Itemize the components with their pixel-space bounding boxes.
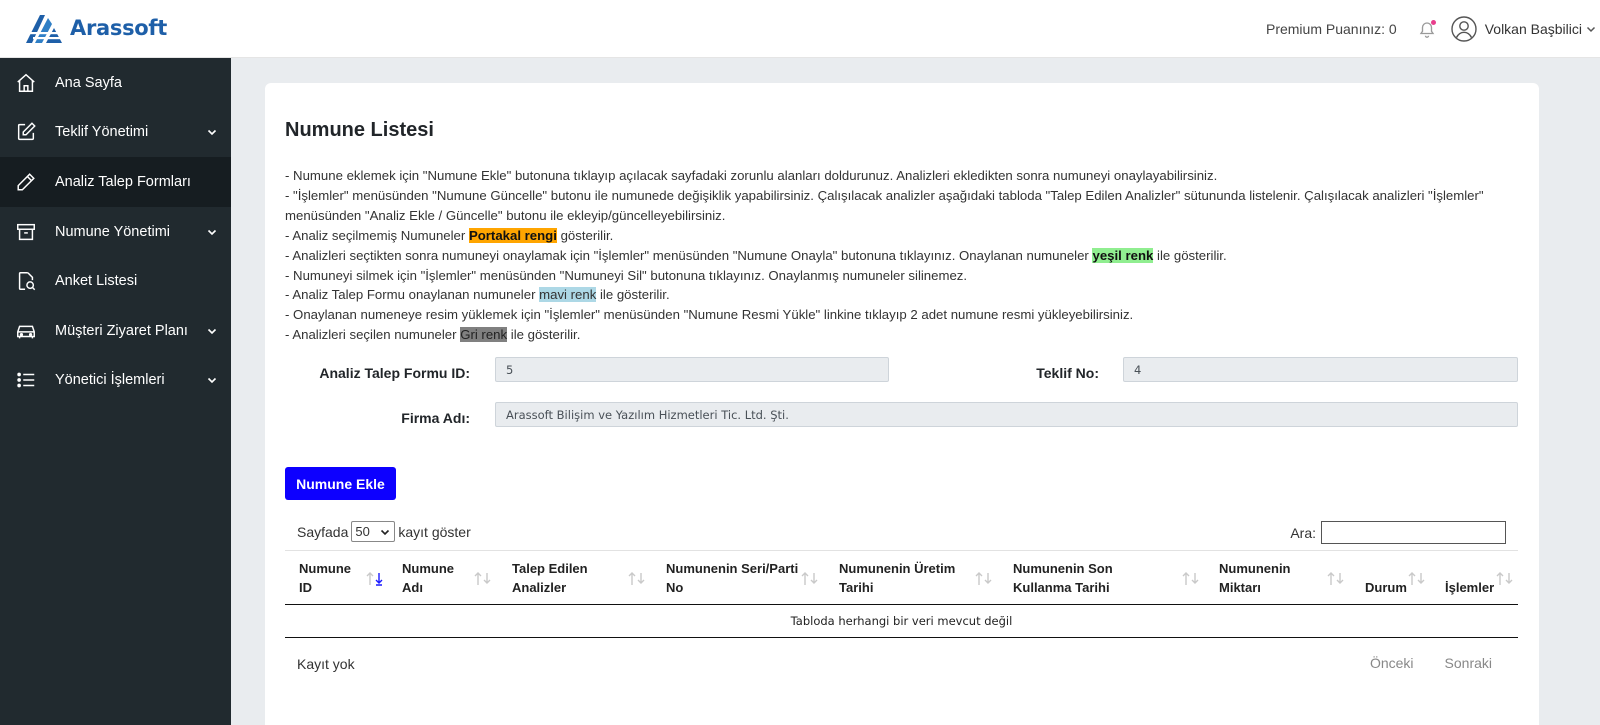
sort-icon[interactable] xyxy=(1326,569,1346,587)
firma-adi-label: Firma Adı: xyxy=(401,410,470,426)
sort-desc-icon[interactable] xyxy=(365,569,385,587)
user-name[interactable]: Volkan Başbilici xyxy=(1484,21,1582,37)
instruction-line: - Numune eklemek için "Numune Ekle" butonuna tıklayıp açılacak sayfadaki zorunlu alanları doldurunuz. Analizleri ekledikten sonra numuneyi onaylayabilirsiniz. xyxy=(285,168,1218,183)
chevron-down-icon[interactable] xyxy=(207,127,217,137)
search-input[interactable] xyxy=(1321,521,1506,544)
orange-highlight: Portakal rengi xyxy=(468,227,557,243)
col-durum[interactable]: Durum xyxy=(1365,580,1407,595)
instruction-line: - "İşlemler" menüsünden "Numune Güncelle" butonu ile numunede değişiklik yapabilirsiniz. Çalışılacak analizler aşağıdaki tabloda "Talep Edilen Analizler" sütununda listelenir. Çalışılacak analizleri "İşlemler" menüsünden "Analiz Ekle / Güncelle" butonu ile ekleyip/güncelleyebilirsiniz. xyxy=(285,187,1484,223)
previous-button[interactable]: Önceki xyxy=(1369,655,1414,671)
sidebar-item-label: Teklif Yönetimi xyxy=(55,124,149,141)
car-icon xyxy=(14,319,38,343)
sidebar-item-musteri-ziyaret-plani[interactable] xyxy=(0,306,231,356)
sidebar-item-ana-sayfa[interactable] xyxy=(0,58,231,108)
table-info: Kayıt yok xyxy=(297,656,355,672)
page-length-select[interactable]: 50 xyxy=(351,521,395,542)
sidebar-item-label: Numune Yönetimi xyxy=(55,223,170,240)
avatar[interactable] xyxy=(1451,16,1477,42)
archive-icon xyxy=(14,220,38,244)
sort-icon[interactable] xyxy=(473,569,493,587)
table-header xyxy=(285,550,1518,605)
instruction-line: - Numuneyi silmek için "İşlemler" menüsünden "Numuneyi Sil" butonuna tıklayınız. Onaylanmış numuneler silinemez. xyxy=(285,267,968,283)
sidebar-item-label: Yönetici İşlemleri xyxy=(55,372,165,389)
premium-points: Premium Puanınız: 0 xyxy=(1265,21,1397,37)
teklif-no-label: Teklif No: xyxy=(1036,365,1099,381)
sort-icon[interactable] xyxy=(800,569,820,587)
pagination xyxy=(1339,655,1492,671)
add-sample-button[interactable]: Numune Ekle xyxy=(285,467,396,500)
next-button[interactable]: Sonraki xyxy=(1444,655,1492,671)
firma-adi-field: Arassoft Bilişim ve Yazılım Hizmetleri Tic. Ltd. Şti. xyxy=(495,402,1518,427)
col-miktari[interactable]: Numunenin Miktarı xyxy=(1219,561,1291,595)
list-icon xyxy=(14,368,38,392)
instruction-line: - Analiz seçilmemiş Numuneler Portakal rengi gösterilir. xyxy=(285,227,614,243)
green-highlight: yeşil renk xyxy=(1092,247,1154,263)
chevron-down-icon[interactable] xyxy=(207,326,217,336)
atf-id-field: 5 xyxy=(495,357,889,382)
chevron-down-icon[interactable] xyxy=(1586,24,1596,34)
sidebar-item-yonetici-islemleri[interactable] xyxy=(0,356,231,406)
instructions xyxy=(285,166,1525,345)
edit-icon xyxy=(14,120,38,144)
main-card xyxy=(265,83,1539,725)
user-icon xyxy=(1451,16,1477,42)
gray-highlight: Gri renk xyxy=(460,327,508,343)
col-numune-id[interactable]: Numune ID xyxy=(299,561,351,595)
col-islemler[interactable]: İşlemler xyxy=(1445,580,1495,595)
brand-name: Arassoft xyxy=(70,16,167,40)
sidebar-item-anket-listesi[interactable] xyxy=(0,256,231,306)
atf-id-label: Analiz Talep Formu ID: xyxy=(319,365,470,381)
instruction-line: - Analiz Talep Formu onaylanan numuneler mavi renk ile gösterilir. xyxy=(285,287,670,303)
sidebar-item-label: Analiz Talep Formları xyxy=(55,173,191,190)
sidebar-item-label: Müşteri Ziyaret Planı xyxy=(55,322,188,339)
page-title: Numune Listesi xyxy=(285,119,434,141)
empty-table-message: Tabloda herhangi bir veri mevcut değil xyxy=(285,605,1518,638)
arassoft-logo-icon xyxy=(24,12,68,44)
sidebar-item-teklif-yonetimi[interactable] xyxy=(0,108,231,158)
survey-icon xyxy=(14,269,38,293)
home-icon xyxy=(14,71,38,95)
sidebar xyxy=(0,58,231,725)
sort-icon[interactable] xyxy=(1495,569,1515,587)
chevron-down-icon[interactable] xyxy=(207,375,217,385)
blue-highlight: mavi renk xyxy=(539,287,597,303)
col-numune-adi[interactable]: Numune Adı xyxy=(402,561,454,595)
top-bar xyxy=(0,0,1600,58)
search-label: Ara: xyxy=(1290,524,1316,541)
col-son-kullanma-tarihi[interactable]: Numunenin Son Kullanma Tarihi xyxy=(1013,561,1113,595)
logo[interactable] xyxy=(24,12,167,44)
col-talep-edilen-analizler[interactable]: Talep Edilen Analizler xyxy=(512,561,588,595)
notification-dot xyxy=(1431,20,1436,25)
col-uretim-tarihi[interactable]: Numunenin Üretim Tarihi xyxy=(839,561,956,595)
pencil-icon xyxy=(14,170,38,194)
page-length-control: Sayfada 50 kayıt göster xyxy=(297,521,471,542)
sort-icon[interactable] xyxy=(974,569,994,587)
sort-icon[interactable] xyxy=(1181,569,1201,587)
instruction-line: - Analizleri seçilen numuneler Gri renk ile gösterilir. xyxy=(285,327,581,343)
chevron-down-icon[interactable] xyxy=(207,227,217,237)
sidebar-item-analiz-talep-formlari[interactable] xyxy=(0,157,231,207)
instruction-line: - Analizleri seçtikten sonra numuneyi onaylamak için "İşlemler" menüsünden "Numune Onayla" butonuna tıklayınız. Onaylanan numuneler yeşil renk ile gösterilir. xyxy=(285,247,1227,263)
sidebar-item-label: Anket Listesi xyxy=(55,273,138,290)
instruction-line: - Onaylanan numeneye resim yüklemek için "İşlemler" menüsünden "Numune Resmi Yükle" linkine tıklayıp 2 adet numune resmi yükleyebilirsiniz. xyxy=(285,307,1134,323)
chevron-down-icon xyxy=(380,527,390,537)
sort-icon[interactable] xyxy=(627,569,647,587)
sidebar-item-label: Ana Sayfa xyxy=(55,74,122,91)
notification-button[interactable] xyxy=(1417,19,1437,39)
table-search xyxy=(1290,521,1506,544)
sort-icon[interactable] xyxy=(1407,569,1427,587)
col-seri-parti-no[interactable]: Numunenin Seri/Parti No xyxy=(666,561,799,595)
sidebar-item-numune-yonetimi[interactable] xyxy=(0,207,231,257)
teklif-no-field: 4 xyxy=(1123,357,1518,382)
